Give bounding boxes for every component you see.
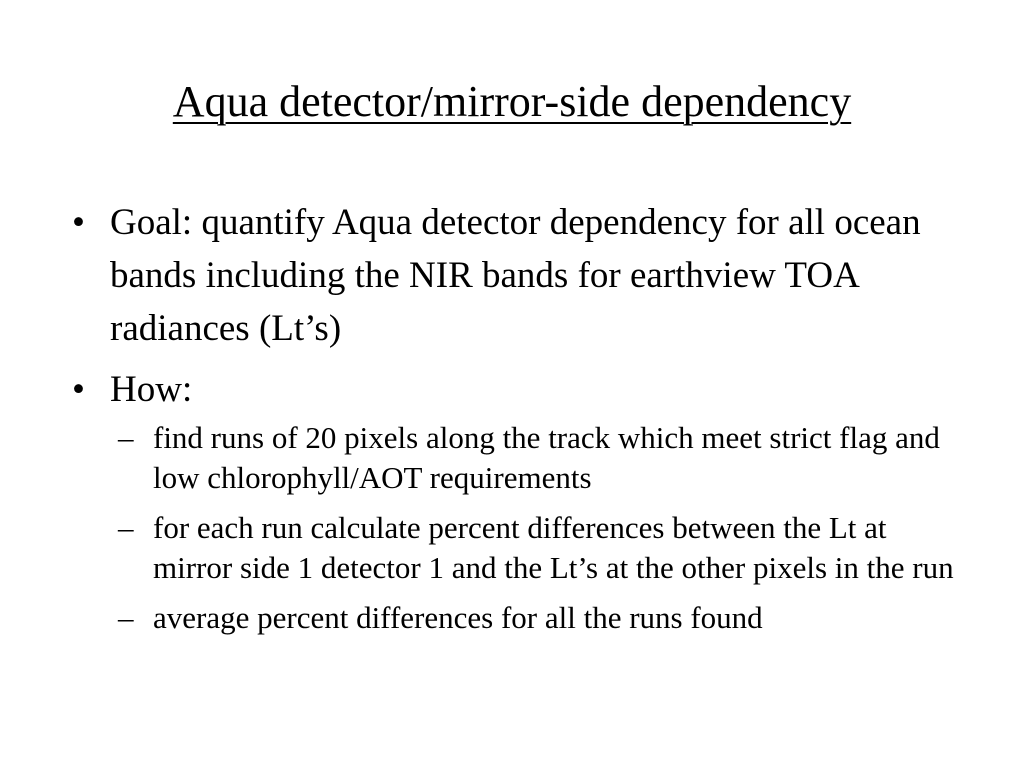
sub-bullet-text: find runs of 20 pixels along the track which meet strict flag and low chlorophyll/AOT requirements [153, 420, 940, 495]
sub-bullet-find-runs [118, 418, 973, 498]
sub-bullet-marker: – [118, 510, 134, 545]
slide-title: Aqua detector/mirror-side dependency [172, 77, 852, 126]
bullet-how [72, 363, 972, 416]
sub-bullet-marker: – [118, 420, 134, 455]
sub-bullet-average [118, 598, 973, 638]
sub-bullet-text: for each run calculate percent differences between the Lt at mirror side 1 detector 1 and the Lt’s at the other pixels in the run [153, 510, 954, 585]
sub-bullet-text: average percent differences for all the runs found [153, 600, 763, 635]
bullet-text: Goal: quantify Aqua detector dependency for all ocean bands including the NIR bands for earthview TOA radiances (Lt’s) [110, 202, 921, 349]
slide-content [72, 196, 972, 638]
bullet-text: How: [110, 369, 193, 410]
bullet-marker: • [72, 369, 85, 410]
bullet-marker: • [72, 202, 85, 243]
sub-bullet-list [72, 418, 972, 638]
sub-bullet-calculate [118, 508, 973, 588]
bullet-goal [72, 196, 972, 355]
sub-bullet-marker: – [118, 600, 134, 635]
